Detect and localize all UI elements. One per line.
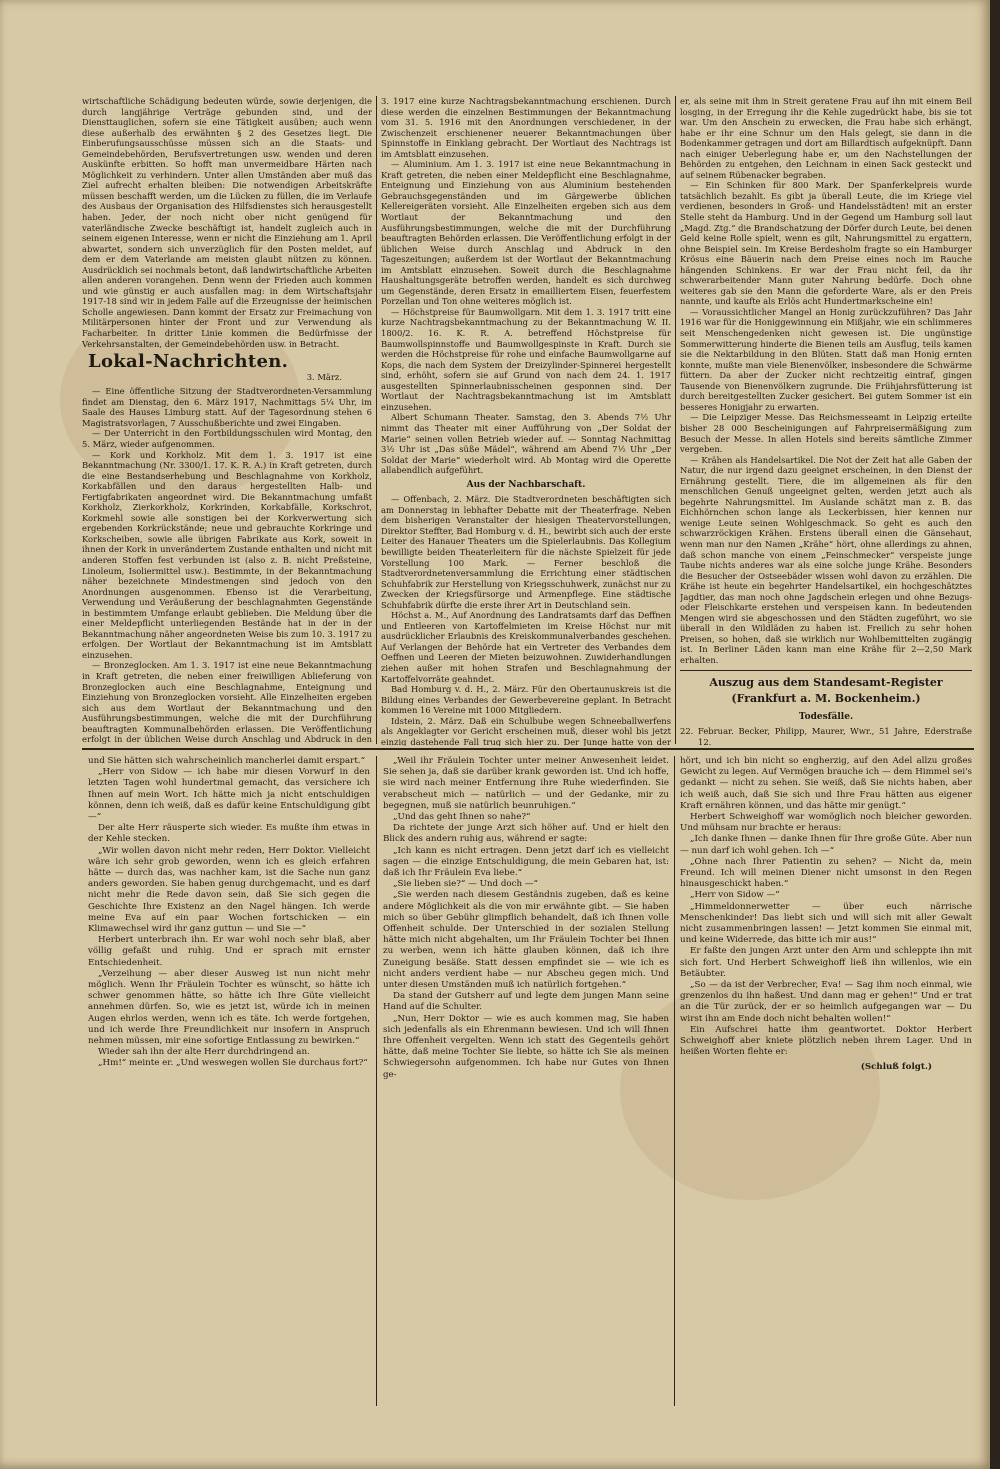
story-paragraph: Ein Aufschrei hatte ihm geantwortet. Doktor Herbert Schweighoff aber kniete plötzlich neben ihrem Lager. Und in heißen Worten flehte er:	[680, 1024, 972, 1058]
column-1	[82, 96, 372, 746]
story-paragraph: „Hm!“ meinte er. „Und weswegen wollen Sie durchaus fort?“	[98, 1058, 368, 1069]
story-paragraph: „So — da ist der Verbrecher, Eva! — Sag ihm noch einmal, wie grenzenlos du ihn haßest. Und dann mag er gehen!“ Und er trat an die Tür zurück, der er so heimlich aufgegangen war — Du wirst ihn am Ende doch nicht behalten wollen!“	[680, 980, 972, 1024]
story-paragraph: „Himmeldonnerwetter — über euch närrische Menschenkinder! Das liebt sich und will sich mit aller Gewalt nicht zusammenbringen lassen! — Jetzt kommen Sie einmal mit, und keine Widerrede, das bitte ich mir aus!“	[680, 901, 972, 946]
story-paragraph: „Ich danke Ihnen — danke Ihnen für Ihre große Güte. Aber nun — nun darf ich wohl gehen. Ich —“	[680, 834, 972, 856]
news-item: — Kork und Korkholz. Mit dem 1. 3. 1917 ist eine Bekanntmachung (Nr. 3300/1. 17. K. R. A.) in Kraft getreten, durch die eine Bestandserhebung und Beschlagnahme von Korkholz, Korkabfällen und den daraus hergestellten Halb- und Fertigfabrikaten angeordnet wird. Die Bekanntmachung umfaßt Korkholz, Zierkorkholz, Korkrinden, Korkabfälle, Korkschrot, Korkmehl sowie alle sonstigen bei der Korkverwertung sich ergebenden Korkrückstände; neue und gebrauchte Korkringe und Korkscheiben, sowie alle übrigen Fabrikate aus Kork, soweit in ihnen der Kork in unverändertem Zustande enthalten und nicht mit anderen Stoffen fest verbunden ist (also z. B. nicht Preßsteine, Linoleum, Isoliermittel usw.). Bestimmte, in der Bekanntmachung näher bezeichnete Mindestmengen sind jedoch von den Anordnungen ausgenommen. Ebenso ist die Verarbeitung, Verwendung und Veräußerung der beschlagnahmten Gegenstände in bestimmtem Umfange erlaubt geblieben. Die Meldung über die einer Meldepflicht unterliegenden Bestände hat in der in der Bekanntmachung näher angeordneten Weise bis zum 10. 3. 1917 zu erfolgen. Der Wortlaut der Bekanntmachung ist im Amtsblatt einzusehen.	[82, 449, 372, 660]
story-paragraph: „Nun, Herr Doktor — wie es auch kommen mag, Sie haben sich jedenfalls als ein Ehrenmann bewiesen. Und ich will Ihnen Ihre Offenheit vergelten. Wenn ich statt des Gegenteils gehört hätte, daß meine Tochter Sie liebte, so hätte ich Sie als meinen Schwiegersohn aufgenommen. Ich habe nur Gutes von Ihnen ge-	[383, 1013, 669, 1080]
news-item: Höchst a. M., Auf Anordnung des Landratsamts darf das Deffnen und Entleeren von Kartoffelmieten im Kreise Höchst nur mit ausdrücklicher Erlaubnis des Kreiskommunalverbandes geschehen. Auf Verlangen der Behörde hat ein Vertreter des Verbandes dem Oeffnen und Leeren der Mieten beizuwohnen. Zuwiderhandlungen ziehen außer mit hohen Strafen und Beschlagnahmung der Kartoffelvorräte geahndet.	[381, 610, 671, 684]
register-title: Auszug aus dem Standesamt-Register	[709, 675, 943, 689]
register-subtitle: (Frankfurt a. M. Bockenheim.)	[731, 691, 921, 705]
story-paragraph: „Ohne nach Ihrer Patientin zu sehen? — Nicht da, mein Freund. Ich will meinen Diener nicht umsonst in den Regen hinausgeschickt haben.“	[680, 856, 972, 890]
feuilleton-divider	[82, 748, 974, 750]
story-paragraph: „Und das geht Ihnen so nahe?“	[393, 812, 531, 823]
feuilleton-column-2	[383, 756, 669, 1416]
story-paragraph: „Verzeihung — aber dieser Ausweg ist nun nicht mehr möglich. Wenn Ihr Fräulein Tochter es wünscht, so hätte ich schwer genommen hätte, so hätte ich Ihre Güte vielleicht annehmen dürfen. So, wie es jetzt ist, würde ich in meinen Augen ehrlos werden, wenn ich es täte. Ich werde fortgehen, und ich werde Ihre Freundlichkeit nur insofern in Anspruch nehmen müssen, mir eine sofortige Entlassung zu bewirken.“	[88, 968, 370, 1047]
column-2	[381, 96, 671, 746]
news-item: Bad Homburg v. d. H., 2. März. Für den Obertaunuskreis ist die Bildung eines Verbandes der Gewerbevereine geplant. In Betracht kommen 16 Vereine mit 1000 Mitgliedern.	[381, 684, 671, 716]
news-item: Idstein, 2. März. Daß ein Schulbube wegen Schneeballwerfens als Angeklagter vor Gericht erscheinen muß, dieser wohl bis jetzt einzig dastehende Fall trug sich hier zu. Der Junge hatte von der	[381, 715, 671, 746]
news-item: er, als seine mit ihm in Streit geratene Frau auf ihn mit einem Beil losging, in der Erregung ihr die Kehle zugedrückt habe, bis sie tot war. Um den Anschein zu erwecken, die Frau habe sich erhängt, habe er ihr eine Schnur um den Hals gelegt, sie dann in die Bodenkammer getragen und dort am Billardtisch aufgeknüpft. Dann nach einiger Ueberlegung habe er, um den Nachstellungen der Behörden zu entgehen, den Leichnam in einen Sack gesteckt und auf seinem Rübenacker begraben.	[680, 96, 972, 180]
news-item: — Offenbach, 2. März. Die Stadtverordneten beschäftigten sich am Donnerstag in lebhafter Debatte mit der Theaterfrage. Neben dem bisherigen Veranstalter der hiesigen Theatervorstellungen, Direktor Steffter, Bad Homburg v. d. H., bewirbt sich auch der erste Leiter des Hanauer Theaters um die Spielerlaubnis. Das Kollegium bewilligte beiden Theaterleitern für die nächste Spielzeit für jede Vorstellung 100 Mark. — Ferner beschloß die Stadtverordnetenversammlung die Errichtung einer städtischen Schuhfabrik zur Herstellung von Kriegsschuhwerk, zunächst nur zu Zwecken der Kriegsfürsorge und Armenpflege. Eine städtische Schuhfabrik dürfte die erste ihrer Art in Deutschland sein.	[381, 494, 671, 610]
sub-heading-nachbarschaft: Aus der Nachbarschaft.	[466, 479, 586, 490]
story-paragraph: Der alte Herr räusperte sich wieder. Es mußte ihm etwas in der Kehle stecken.	[88, 823, 370, 845]
news-item: Albert Schumann Theater. Samstag, den 3. Abends 7½ Uhr nimmt das Theater mit einer Aufführung von „Der Soldat der Marie“ seinen vollen Betrieb wieder auf. — Sonntag Nachmittag 3½ Uhr ist „Das süße Mädel“, während am Abend 7½ Uhr „Der Soldat der Marie“ wiederholt wird. Ab Montag wird die Operette allabendlich aufgeführt.	[381, 412, 671, 476]
story-paragraph: „Sie lieben sie?“ — Und doch —“	[393, 879, 538, 890]
feuilleton-column-1	[88, 756, 370, 1416]
dateline: 3. März.	[306, 371, 342, 382]
column-3	[680, 96, 972, 746]
register-entry: 22. Februar. Becker, Philipp, Maurer, Wwr., 51 Jahre, Ederstraße 12.	[680, 726, 972, 746]
story-paragraph: Er faßte den jungen Arzt unter den Arm und schleppte ihn mit sich fort. Und Herbert Schweighoff ließ ihn willenlos, wie ein Betäubter.	[680, 946, 972, 979]
story-paragraph: Da stand der Gutsherr auf und legte dem jungen Mann seine Hand auf die Schulter.	[383, 991, 669, 1013]
story-paragraph: Herbert Schweighoff war womöglich noch bleicher geworden. Und mühsam nur brachte er heraus:	[680, 812, 972, 834]
deaths-heading: Todesfälle.	[798, 711, 854, 722]
story-paragraph: „Ich kann es nicht ertragen. Denn jetzt darf ich es vielleicht sagen — die einzige Entschuldigung, die mein Gebaren hat, ist: daß ich Ihr Fräulein Eva liebe.“	[383, 845, 669, 879]
story-paragraph: Herbert unterbrach ihn. Er war wohl noch sehr blaß, aber völlig gefaßt und ruhig. Und er sprach mit ernster Entschiedenheit.	[88, 935, 370, 968]
news-item: — Ein Schinken für 800 Mark. Der Spanferkelpreis wurde tatsächlich bezahlt. Es gibt ja überall Leute, die im Kriege viel verdienen, besonders in Groß- und Handelsstädten! mit an erster Stelle steht da Hamburg. Und in der Gegend um Hamburg soll laut „Magd. Ztg.“ die Brandschatzung der Dörfer durch Leute, bei denen Geld keine Rolle spielt, wenn es gilt, Nahrungsmittel zu ergattern, ohne Beispiel sein. Im Kreise Berdesholm fragte so ein Hamburger Krösus eine Bäuerin nach dem Preise eines noch im Rauche hängenden Schinkens. Er war der Frau nicht feil, da ihr schwerarbeitender Mann guter Nahrung bedürfe. Doch ohne weiteres gab sie den Mann die geforderte Ware, als er den Preis nannte, und kaufte als Erlös acht Hundertmarkscheine ein!	[680, 180, 972, 307]
news-item: 3. 1917 eine kurze Nachtragsbekanntmachung erschienen. Durch diese werden die einzelnen Bestimmungen der Bekanntmachung vom 31. 5. 1916 mit den Anordnungen verschiedener, in der Zwischenzeit erschienener neuerer Bekanntmachungen über Spinnstoffe in Einklang gebracht. Der Wortlaut des Nachtrags ist im Amtsblatt einzusehen.	[381, 96, 671, 159]
column-rule	[675, 96, 676, 744]
binding-edge	[990, 0, 1000, 1469]
story-paragraph: „Sie werden nach diesem Geständnis zugeben, daß es keine andere Möglichkeit als die von mir erwähnte gibt. — Sie haben mich so über Gebühr glimpflich behandelt, daß ich Ihnen volle Offenheit schulde. Der Unterschied in der sozialen Stellung hätte mich nicht abgehalten, um Ihr Fräulein Tochter bei Ihnen zu werben, wenn ich hätte glauben können, daß ich ihre Zuneigung besäße. Statt dessen empfindet sie — wie ich es nicht anders verdient habe — nur Abscheu gegen mich. Und unter diesen Umständen muß ich natürlich fortgehen.“	[383, 890, 669, 991]
story-paragraph: und Sie hätten sich wahrscheinlich mancherlei damit erspart.“	[88, 756, 366, 766]
news-item: — Aluminium. Am 1. 3. 1917 ist eine neue Bekanntmachung in Kraft getreten, die neben einer Meldepflicht eine Beschlagnahme, Enteignung und Einziehung von aus Aluminium bestehenden Gebrauchsgegenständen und im Gärgewerbe üblichen Kellereigeräten vorsieht. Alle Einzelheiten ergeben sich aus dem Wortlaut der Bekanntmachung und den Ausführungsbestimmungen, welche die mit der Durchführung beauftragten Behörden erlassen. Die Veröffentlichung erfolgt in der üblichen Weise durch Anschlag und Abdruck in den Tageszeitungen; außerdem ist der Wortlaut der Bekanntmachung im Amtsblatt einzusehen. Soweit durch die Beschlagnahme Haushaltungsgeräte betroffen werden, handelt es sich durchweg um Gegenstände, deren Ersatz in emailliertem Eisen, feuerfestem Porzellan und Ton ohne weiteres möglich ist.	[381, 159, 671, 307]
story-paragraph: „Herr von Sidow —“	[690, 890, 780, 901]
story-paragraph: Wieder sah ihn der alte Herr durchdringend an.	[98, 1047, 310, 1058]
section-heading-lokal: Lokal-Nachrichten.	[88, 351, 289, 373]
story-paragraph: hört, und ich bin nicht so engherzig, auf den Adel allzu großes Gewicht zu legen. Auf Vermögen brauche ich — dem Himmel sei's gedankt — nicht zu sehen. Sie weiß, daß Sie nichts haben, aber ich weiß auch, daß Sie sich und Ihre Frau hätten aus eigener Kraft ernähren können, und das hätte mir genügt.“	[680, 756, 972, 811]
news-item: — Voraussichtlicher Mangel an Honig zurückzuführen? Das Jahr 1916 war für die Honiggewinnung ein Mißjahr, wie ein schlimmeres seit Menschengedenken nicht gewesen ist. Die ungünstige Sommerwitterung hinderte die Bienen teils am Ausflug, teils kamen sie die Nektarbildung in den Blüten. Statt daß man Honig ernten konnte, mußte man viele Bienenvölker, insbesondere die Schwärme füttern. Da aber der Zucker nicht rechtzeitig eintraf, gingen Tausende von Bienenvölkern zugrunde. Die Frühjahrsfütterung ist durch bereitgestellten Zucker gesichert. Bei gutem Sommer ist ein besseres Honigjahr zu erwarten.	[680, 306, 972, 412]
register-box	[680, 670, 972, 746]
news-item: — Bronzeglocken. Am 1. 3. 1917 ist eine neue Bekanntmachung in Kraft getreten, die neben einer freiwilligen Ablieferung von Bronzeglocken auch eine Beschlagnahme, Enteignung und Einziehung von Bronzeglocken vorsieht. Alle Einzelheiten ergeben sich aus dem Wortlaut der Bekanntmachung und den Ausführungsbestimmungen, welche die mit der Durchführung beauftragten Kommunalbehörden erlassen. Die Veröffentlichung erfolgt in der üblichen Weise durch Anschlag und Abdruck in den	[82, 660, 372, 745]
news-item: — Eine öffentliche Sitzung der Stadtverordneten-Versammlung findet am Dienstag, den 6. März 1917, Nachmittags 5¼ Uhr, im Saale des Hauses Limburg statt. Auf der Tagesordnung stehen 6 Magistratsvorlagen, 7 Ausschußberichte und zwei Eingaben.	[82, 386, 372, 428]
to-be-continued: (Schluß folgt.)	[860, 1062, 932, 1073]
column-rule	[376, 96, 377, 744]
story-paragraph: „Weil ihr Fräulein Tochter unter meiner Anwesenheit leidet. Sie sehen ja, daß sie darüber krank geworden ist. Und ich hoffe, sie wird nach meiner Entfernung ihre Ruhe wiederfinden. Sie verabscheut mich — natürlich — und der Gedanke, mir zu begegnen, muß sie natürlich beunruhigen.“	[383, 756, 669, 811]
news-item: — Krähen als Handelsartikel. Die Not der Zeit hat alle Gaben der Natur, die nur irgend dazu geeignet erscheinen, in den Dienst der Ernährung gestellt. Tiere, die im allgemeinen als für den menschlichen Genuß ungeeignet gelten, werden jetzt auch als begehrte Nahrungsmittel. Im Auslande schätzt man z. B. das Eichhörnchen schon lange als Leckerbissen, hier kennen nur wenige Leute seinen Wohlgeschmack. So geht es auch den schwarzröckigen Krähen. Erstens überall einen die Gänsehaut, wenn man nur den Namen „Krähe“ hört, ohne allerdings zu ahnen, daß schon manche von einem „Feinschmecker“ verspeiste junge Taube nichts anderes war als eine solche junge Krähe. Besonders die Besucher der Ostseebäder wissen wohl davon zu erzählen. Die Krähe ist heute ein begehrter Handelsartikel, ein hochgeschätztes Jagdtier, das man noch ohne Jagdschein erlegen und ohne Bezugs- oder Fleischkarte erstehen und verspeisen kann. In bedeutenden Mengen wird sie abgeschossen und den Städten zugeführt, wo sie überall in den Wildläden zu haben ist. Freilich zu sehr hohen Preisen, so hohen, daß sie wirklich nur Wohlbemittelten zugängig ist. In Berliner Läden kann man eine Krähe für 2—2,50 Mark erhalten.	[680, 454, 972, 665]
news-item: — Der Unterricht in den Fortbildungsschulen wird Montag, den 5. März, wieder aufgenommen.	[82, 428, 372, 449]
article-text: wirtschaftliche Schädigung bedeuten würde, sowie derjenigen, die durch langjährige Verträge gebunden sind, und der Diensttauglichen, sofern sie eine Tätigkeit ausüben; auch wenn diese außerhalb des erwähnten § 2 des Gesetzes liegt. Die Einberufungsausschüsse müssen sich an die Staats- und Gemeindebehörden, Berufsvertretungen usw. wenden und deren Auskünfte erbitten. So hofft man unvermeidbare Härten nach Möglichkeit zu verhindern. Unter allen Umständen aber muß das Ziel aufrecht erhalten bleiben: Die notwendigen Arbeitskräfte müssen beschafft werden, um die Lücken zu füllen, die im Verlaufe des Ausbaus der Organisation des Hilfsdienstes sich herausgestellt haben. Jeder, der noch nicht ober nicht genügend für vaterländische Zwecke beschäftigt ist, handelt zugleich auch in seinem eigenen Interesse, wenn er nicht die Einziehung am 1. April abwartet, sondern sich unverzüglich für den Posten meldet, auf dem er dem Vaterlande am meisten glaubt nützen zu können. Ausdrücklich sei nochmals betont, daß landwirtschaftliche Arbeiten allen anderen vorangehen. Denn wenn der Frieden auch kommen und wie günstig er auch ausfallen mag: in dem Wirtschaftsjahr 1917-18 sind wir in jedem Falle auf die Erzeugnisse der heimischen Scholle angewiesen. Dann kommt der Ersatz zur Freimachung von Militärpersonen hinter der Front und zur Verwendung als Facharbeiter. In dritter Linie kommen die Bedürfnisse der Verkehrsanstalten, der Gemeindebehörden usw. in Betracht.	[82, 96, 372, 349]
column-rule	[674, 756, 675, 1406]
story-paragraph: „Wir wollen davon nicht mehr reden, Herr Doktor. Vielleicht wäre ich sehr grob geworden, wenn ich es gleich erfahren hätte — durch das, was nachher kam, ist die Sache nun ganz anders geworden. Sie haben genug durchgemacht, und es darf nicht mehr die Rede davon sein, daß Sie sich gegen die Geschichte Ihre Existenz an den Nagel hängen. Ich werde meine Eva auf ein paar Wochen fortschicken — ein Klimawechsel wird ihr ganz guttun — und Sie —“	[88, 845, 370, 935]
story-paragraph: „Herr von Sidow — ich habe mir diesen Vorwurf in den letzten Tagen wohl hundertmal gemacht, das versichere ich Ihnen auf mein Wort. Ich hätte mich ja nicht entschuldigen können, denn ich weiß, daß es dafür keine Entschuldigung gibt —“	[88, 767, 370, 823]
column-rule	[376, 756, 377, 1406]
news-item: — Höchstpreise für Baumwollgarn. Mit dem 1. 3. 1917 tritt eine kurze Nachtragsbekanntmachung zu der Bekanntmachung W. II. 1800/2. 16. K. R. A. betreffend Höchstpreise für Baumwollspinnstoffe und Baumwollgespinste in Kraft. Durch sie werden die Höchstpreise für rohe und einfache Baumwollgarne auf Kops, die nach dem System der Dreizylinder-Spinnerei hergestellt sind, erhöht, sofern sie auf Grund von nach dem 24. 1. 1917 ausgestellten Spinnerlaubnisscheinen gesponnen sind. Der Wortlaut der Nachtragsbekanntmachung ist im Amtsblatt einzusehen.	[381, 306, 671, 412]
feuilleton-column-3	[680, 756, 972, 1416]
news-item: — Die Leipziger Messe. Das Reichsmesseamt in Leipzig erteilte bisher 28 000 Bescheinigungen auf Fahrpreisermäßigung zum Besuch der Messe. In allen Hotels sind bereits sämtliche Zimmer vergeben.	[680, 412, 972, 455]
story-paragraph: Da richtete der junge Arzt sich höher auf. Und er hielt den Blick des andern ruhig aus, während er sagte:	[383, 823, 669, 845]
